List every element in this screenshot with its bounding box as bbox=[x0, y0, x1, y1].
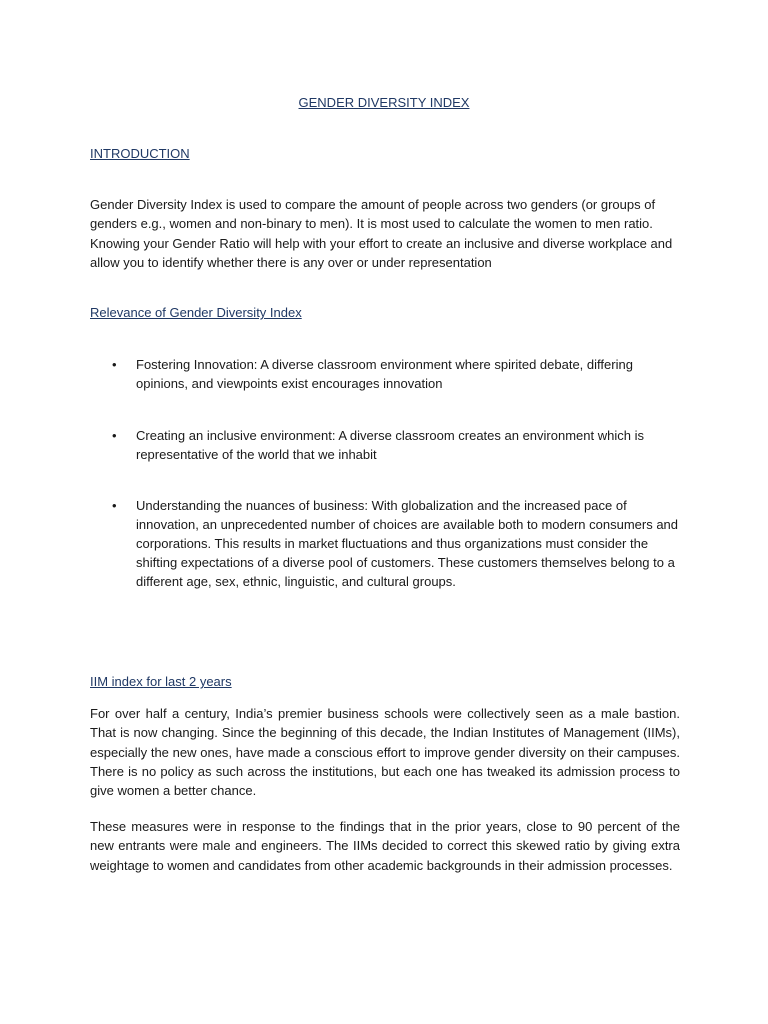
introduction-paragraph: Gender Diversity Index is used to compare the amount of people across two genders (or groups of genders e.g., women and non-binary to men). It is most used to calculate the women to men ratio. Knowing your Gender Ratio will help with your effort to create an inclusive and diverse workplace and allow you to identify whether there is any over or under representation bbox=[90, 197, 673, 270]
bullet-text: Fostering Innovation: A diverse classroom environment where spirited debate, differing opinions, and viewpoints exist encourages innovation bbox=[136, 357, 633, 391]
iim-paragraph: For over half a century, India’s premier business schools were collectively seen as a male bastion. That is now changing. Since the beginning of this decade, the Indian Institutes of Management (IIMs), especially the new ones, have made a conscious effort to improve gender diversity on their campuses. There is no policy as such across the institutions, but each one has tweaked its admission process to give women a better chance. bbox=[90, 706, 680, 799]
introduction-heading: INTRODUCTION bbox=[90, 146, 190, 161]
bullet-text: Understanding the nuances of business: With globalization and the increased pace of innovation, an unprecedented number of choices are available both to modern consumers and corporations. This results in market fluctuations and thus organizations must consider the shifting expectations of a diverse pool of customers. These customers themselves belong to a different age, sex, ethnic, linguistic, and cultural groups. bbox=[136, 498, 679, 589]
iim-paragraph: These measures were in response to the findings that in the prior years, close to 90 percent of the new entrants were male and engineers. The IIMs decided to correct this skewed ratio by giving extra weightage to women and candidates from other academic backgrounds in their admission processes. bbox=[90, 819, 680, 873]
bullet-symbol: • bbox=[112, 357, 117, 372]
iim-heading: IIM index for last 2 years bbox=[90, 674, 232, 689]
relevance-heading: Relevance of Gender Diversity Index bbox=[90, 305, 302, 320]
bullet-symbol: • bbox=[112, 498, 117, 513]
bullet-item bbox=[112, 355, 682, 393]
document-title: GENDER DIVERSITY INDEX bbox=[298, 95, 470, 110]
bullet-symbol: • bbox=[112, 428, 117, 443]
bullet-item bbox=[112, 496, 682, 591]
bullet-item bbox=[112, 426, 682, 464]
bullet-text: Creating an inclusive environment: A diverse classroom creates an environment which is representative of the world that we inhabit bbox=[136, 428, 644, 462]
